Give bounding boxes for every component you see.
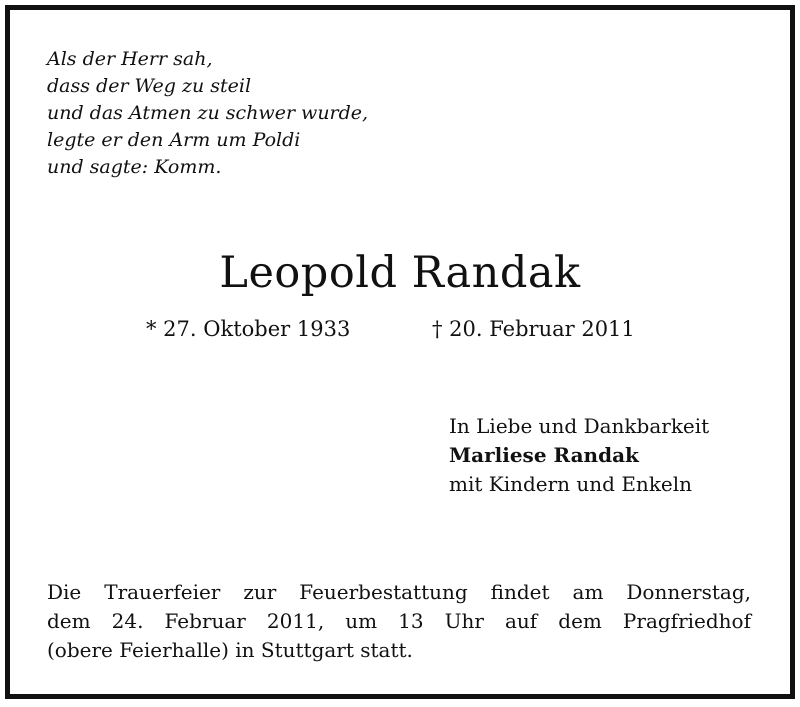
poem xyxy=(47,46,368,181)
poem-line: und sagte: Komm. xyxy=(47,156,222,178)
deceased-name: Leopold Randak xyxy=(219,248,581,298)
poem-line: Als der Herr sah, xyxy=(47,48,213,70)
signature-family: mit Kindern und Enkeln xyxy=(449,472,693,496)
poem-line: dass der Weg zu steil xyxy=(47,75,252,97)
notice-line: (obere Feierhalle) in Stuttgart statt. xyxy=(47,638,413,662)
poem-line: legte er den Arm um Poldi xyxy=(47,129,301,151)
birth-date: * 27. Oktober 1933 xyxy=(146,317,351,341)
death-date: † 20. Februar 2011 xyxy=(432,317,635,341)
signature-intro: In Liebe und Dankbarkeit xyxy=(449,414,710,438)
poem-line: und das Atmen zu schwer wurde, xyxy=(47,102,369,124)
funeral-notice xyxy=(47,578,751,665)
notice-line: dem 24. Februar 2011, um 13 Uhr auf dem Pragfriedhof xyxy=(47,609,751,633)
signature-name: Marliese Randak xyxy=(449,443,639,467)
signature-block xyxy=(449,412,709,499)
obituary-frame xyxy=(5,5,795,699)
notice-line: Die Trauerfeier zur Feuerbestattung findet am Donnerstag, xyxy=(47,580,751,604)
